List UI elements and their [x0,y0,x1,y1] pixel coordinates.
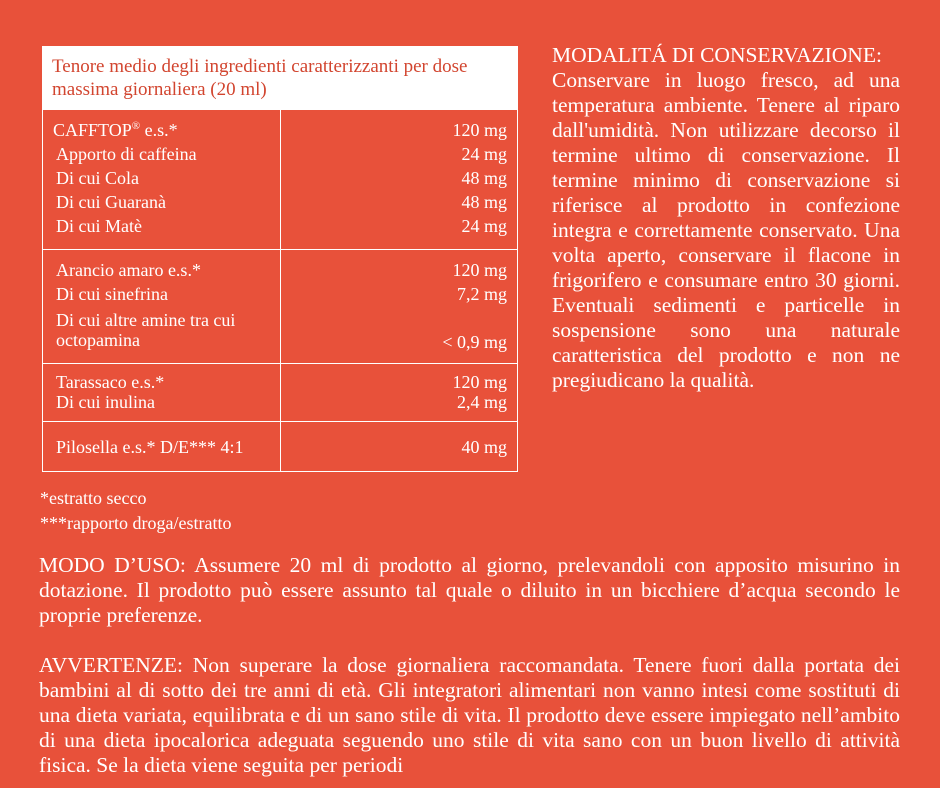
usage-label: MODO D’USO: [39,553,186,577]
footnote: *estratto secco [40,488,147,508]
amount-value: 48 mg [461,168,507,188]
sub-ingredient-continued: octopamina [56,330,140,350]
ingredient-cell [43,250,281,363]
table-row [43,249,517,363]
amount-value: 40 mg [461,437,507,457]
ingredient-name-suffix: e.s.* [140,120,178,140]
ingredient-cell [43,422,281,471]
amount-value: 24 mg [461,216,507,236]
amount-value: 7,2 mg [456,284,507,304]
sub-ingredient: Di cui sinefrina [56,284,168,304]
amount-value: < 0,9 mg [442,332,507,352]
storage-text: Conservare in luogo fresco, ad una temperatura ambiente. Tenere al riparo dall'umidità. Non utilizzare decorso il termine ultimo di conservazione. Il termine minimo di conservazione si riferisce al prodotto in confezione integra e correttamente conservato. Una volta aperto, conservare il flacone in frigorifero e consumare entro 30 giorni. Eventuali sedimenti e particelle in sospensione sono una naturale caratteristica del prodotto e non ne pregiudicano la qualità. [552,68,900,392]
table-row [43,363,517,421]
registered-mark: ® [131,120,141,132]
nutrition-table [42,46,518,472]
amount-value: 120 mg [452,120,507,140]
usage-text: Assumere 20 ml di prodotto al giorno, prelevandoli con apposito misurino in dotazione. Il prodotto può essere assunto tal quale o diluito in un bicchiere d’acqua secondo le proprie preferenze. [39,553,900,627]
sub-ingredient: Di cui Matè [56,216,142,236]
sub-ingredient: Di cui altre amine tra cui [56,310,236,330]
storage-section [552,43,900,393]
sub-ingredient: Di cui Cola [56,168,139,188]
amount-cell [281,110,517,249]
amount-value: 48 mg [461,192,507,212]
amount-value: 24 mg [461,144,507,164]
sub-ingredient: Apporto di caffeina [56,144,197,164]
ingredient-name: Pilosella e.s.* D/E*** 4:1 [56,437,244,457]
sub-ingredient: Di cui inulina [56,392,155,412]
storage-title: MODALITÁ DI CONSERVAZIONE: [552,43,882,67]
amount-cell [281,250,517,363]
usage-section [39,553,900,628]
amount-cell [281,422,517,471]
ingredient-cell [43,364,281,421]
footnotes [40,486,231,536]
table-row [43,421,517,471]
ingredient-cell [43,110,281,249]
sub-ingredient: Di cui Guaranà [56,192,166,212]
amount-value: 120 mg [452,372,507,392]
ingredient-name: Arancio amaro e.s.* [56,260,201,280]
warnings-text: Non superare la dose giornaliera raccomandata. Tenere fuori dalla portata dei bambini al di sotto dei tre anni di età. Gli integratori alimentari non vanno intesi come sostituti di una dieta variata, equilibrata e di un sano stile di vita. Il prodotto deve essere impiegato nell’ambito di una dieta ipocalorica adeguata seguendo uno stile di vita sano con un buon livello di attività fisica. Se la dieta viene seguita per periodi [39,653,900,777]
amount-value: 2,4 mg [456,392,507,412]
ingredient-name-text: CAFFTOP [53,120,132,140]
amount-value: 120 mg [452,260,507,280]
table-header: Tenore medio degli ingredienti caratterizzanti per dose massima giornaliera (20 ml) [43,47,517,109]
ingredient-name: Tarassaco e.s.* [56,372,165,392]
amount-cell [281,364,517,421]
table-row [43,109,517,249]
warnings-section [39,653,900,778]
ingredient-name [53,118,274,142]
warnings-label: AVVERTENZE: [39,653,184,677]
footnote: ***rapporto droga/estratto [40,513,232,533]
